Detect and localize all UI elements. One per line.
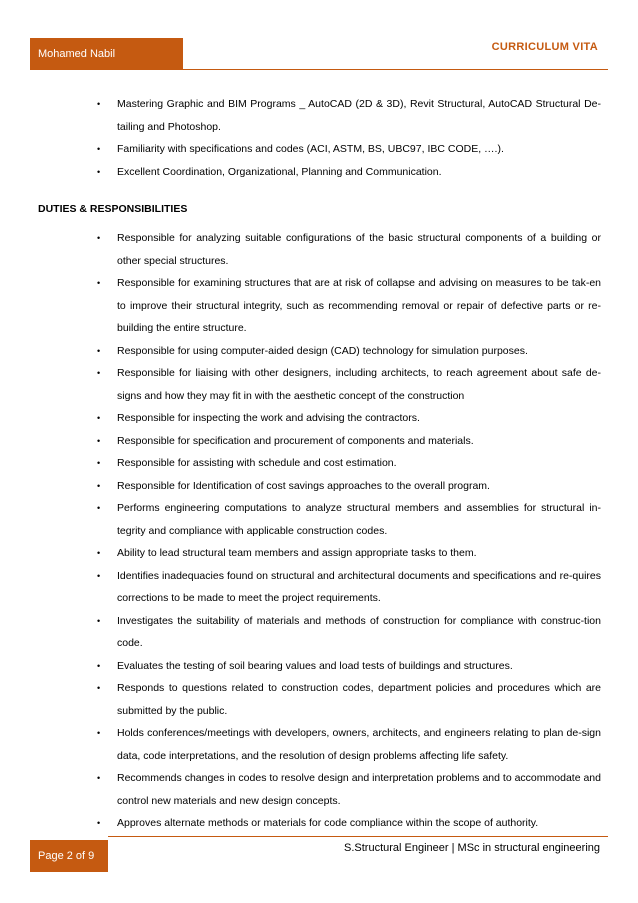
- section-heading-duties: DUTIES & RESPONSIBILITIES: [38, 203, 188, 215]
- list-item: [97, 161, 601, 184]
- list-item: [97, 655, 601, 678]
- bullet-icon: •: [97, 368, 101, 378]
- list-item: [97, 138, 601, 161]
- header-divider: [183, 69, 608, 70]
- list-item-text: Responsible for liaising with other designers, including architects, to reach agreement about safe de-signs and how they may fit in with the aesthetic concept of the construction: [117, 367, 601, 402]
- list-item-text: Familiarity with specifications and codes (ACI, ASTM, BS, UBC97, IBC CODE, ….).: [117, 143, 504, 155]
- list-item-text: Responsible for specification and procurement of components and materials.: [117, 434, 474, 447]
- list-item: [97, 677, 601, 722]
- list-item-text: Responsible for inspecting the work and advising the contractors.: [117, 412, 420, 424]
- bullet-icon: •: [97, 683, 101, 693]
- list-item: [97, 767, 601, 812]
- footer-subtitle: S.Structural Engineer | MSc in structural engineering: [344, 842, 600, 854]
- list-item: [97, 452, 601, 475]
- list-item-text: Recommends changes in codes to resolve design and interpretation problems and to accommodate and control new materials and new design concepts.: [117, 772, 601, 807]
- bullet-icon: •: [97, 728, 101, 738]
- list-item-text: Approves alternate methods or materials for code compliance within the scope of authority.: [117, 817, 539, 829]
- list-item: [97, 722, 601, 767]
- list-item-text: Evaluates the testing of soil bearing values and load tests of buildings and structures.: [117, 659, 513, 672]
- skills-list: [97, 93, 601, 183]
- list-item-text: Responsible for examining structures that are at risk of collapse and advising on measures to be tak-en to improve their structural integrity, such as recommending removal or repair of defective parts or re-building the entire structure.: [117, 277, 601, 334]
- page-number-box: [30, 840, 108, 872]
- list-item: [97, 542, 601, 565]
- list-item: [97, 362, 601, 407]
- bullet-icon: •: [97, 233, 101, 243]
- bullet-icon: •: [97, 570, 101, 581]
- document-title: CURRICULUM VITA: [491, 41, 598, 53]
- bullet-icon: •: [97, 435, 101, 446]
- bullet-icon: •: [97, 278, 101, 288]
- author-name: Mohamed Nabil: [38, 48, 116, 60]
- list-item-text: Investigates the suitability of materials and methods of construction for compliance with construc-tion code.: [117, 614, 601, 649]
- bullet-icon: •: [97, 458, 101, 468]
- list-item: [97, 565, 601, 610]
- list-item-text: Holds conferences/meetings with developers, owners, architects, and engineers relating to plan de-sign data, code interpretations, and the resolution of design problems affecting life safety.: [117, 727, 601, 762]
- list-item-text: Responsible for using computer-aided design (CAD) technology for simulation purposes.: [117, 344, 528, 357]
- page-number: Page 2 of 9: [38, 850, 95, 862]
- bullet-icon: •: [97, 144, 101, 154]
- bullet-icon: •: [97, 345, 101, 356]
- list-item-text: Performs engineering computations to analyze structural members and assemblies for structural in-tegrity and compliance with applicable construction codes.: [117, 502, 601, 537]
- list-item: [97, 272, 601, 340]
- list-item-text: Responds to questions related to construction codes, department policies and procedures which are submitted by the public.: [117, 682, 601, 717]
- list-item-text: Excellent Coordination, Organizational, Planning and Communication.: [117, 165, 442, 178]
- list-item: [97, 407, 601, 430]
- footer-divider: [108, 836, 608, 837]
- bullet-icon: •: [97, 99, 101, 109]
- list-item: [97, 475, 601, 498]
- bullet-icon: •: [97, 480, 101, 491]
- bullet-icon: •: [97, 615, 101, 626]
- duties-list: [97, 227, 601, 835]
- list-item: [97, 340, 601, 363]
- bullet-icon: •: [97, 548, 101, 558]
- list-item-text: Mastering Graphic and BIM Programs _ AutoCAD (2D & 3D), Revit Structural, AutoCAD Structural De-tailing and Photoshop.: [117, 98, 601, 133]
- bullet-icon: •: [97, 660, 101, 671]
- list-item-text: Responsible for analyzing suitable configurations of the basic structural components of a building or other special structures.: [117, 232, 601, 267]
- bullet-icon: •: [97, 166, 101, 177]
- bullet-icon: •: [97, 773, 101, 783]
- list-item-text: Ability to lead structural team members and assign appropriate tasks to them.: [117, 547, 477, 559]
- list-item: [97, 93, 601, 138]
- list-item: [97, 497, 601, 542]
- list-item: [97, 227, 601, 272]
- bullet-icon: •: [97, 413, 101, 423]
- bullet-icon: •: [97, 503, 101, 513]
- list-item: [97, 812, 601, 835]
- list-item-text: Responsible for Identification of cost savings approaches to the overall program.: [117, 479, 490, 492]
- list-item: [97, 610, 601, 655]
- header-name-box: [30, 38, 183, 70]
- list-item-text: Responsible for assisting with schedule and cost estimation.: [117, 457, 397, 469]
- list-item-text: Identifies inadequacies found on structural and architectural documents and specifications and re-quires corrections to be made to meet the project requirements.: [117, 569, 601, 604]
- list-item: [97, 430, 601, 453]
- bullet-icon: •: [97, 818, 101, 828]
